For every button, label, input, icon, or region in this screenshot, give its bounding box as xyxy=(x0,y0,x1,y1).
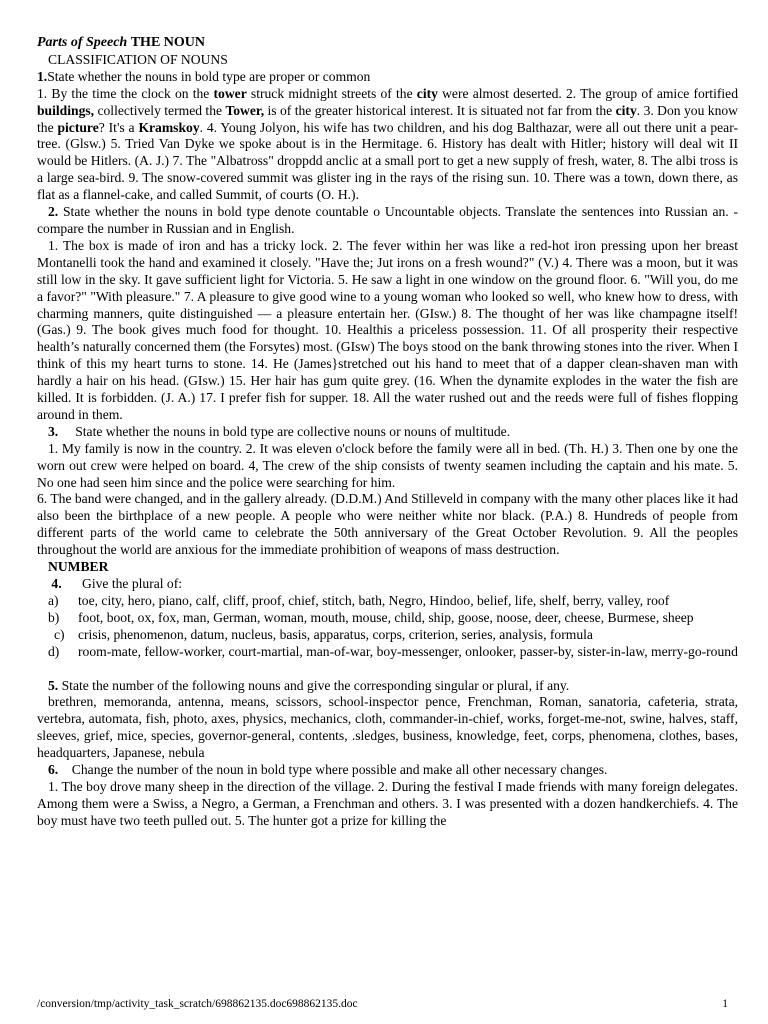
exercise-1-text xyxy=(37,86,738,204)
ex1-text-part: . 4. Young Jolyon, his wife has two children, and his dog Balthazar, were all out there unit a pear-tree. (Glsw.) 5. Tried Van Dyke we spoke about is in the Hermitage. 6. History has dealt with Hitler; history will deal wit II would be Hitlers. (A. J.) 7. The "Albatross" dropрdd anclic at a small port to get a new supply of fresh, water, 8. The albi tross is a large sea-bird. 9. The snow-covered summit was glister ing in the rays of the rising sun. 10. There was a town, down there, as flat as a flannel-cake, and called Summit, of courts (O. H.). xyxy=(37,119,738,203)
exercise-6-instruction-text: Change the number of the noun in bold type where possible and make all other necessary changes. xyxy=(71,762,608,778)
exercise-3-number: 3. xyxy=(48,423,59,439)
exercise-6-number: 6. xyxy=(48,762,59,778)
ex1-text-part: is of the greater historical interest. It is situated not far from the xyxy=(264,102,616,118)
bold-noun: buildings, xyxy=(37,102,95,118)
item-label: c) xyxy=(54,626,65,642)
exercise-5-instruction-text: State the number of the following nouns and give the corresponding singular or plural, if any. xyxy=(58,677,570,693)
title-italic: Parts of Speech xyxy=(37,35,128,50)
section-subtitle: CLASSIFICATION OF NOUNS xyxy=(48,51,228,67)
ex1-text-part: struck midnight streets of the xyxy=(246,85,417,101)
bold-noun: Kramskoy xyxy=(138,119,200,135)
item-label: d) xyxy=(48,643,60,659)
ex1-text-part: . 3. Don you know the xyxy=(37,102,738,135)
exercise-5-instruction xyxy=(37,678,738,695)
exercise-3-instruction-text: State whether the nouns in bold type are collective nouns or nouns of multitude. xyxy=(75,423,511,439)
exercise-3-text-2: 6. The band were changed, and in the gallery already. (D.D.M.) And Stilleveld in company with the many other places like it had also been the birthplace of a new people. A people who were neither white nor black. (P.A.) 8. Hundreds of people from different parts of the world came to celebrate the 50th anniversary of the Great October Revolution. 9. All the peoples throughout the world are anxious for the immediate prohibition of weapons of mass destruction. xyxy=(37,491,739,558)
item-label: b) xyxy=(48,609,60,625)
exercise-4-item-c xyxy=(37,627,738,644)
item-text: crisis, phenomenon, datum, nucleus, basis, apparatus, corps, criterion, series, analysis, formula xyxy=(78,626,593,642)
item-label: a) xyxy=(48,592,59,608)
title-bold: THE NOUN xyxy=(130,35,206,50)
ex1-text-part: were almost deserted. 2. The group of amice fortified xyxy=(437,85,738,101)
number-heading: NUMBER xyxy=(48,559,109,575)
footer-path: /conversion/tmp/activity_task_scratch/698862135.doc698862135.doc xyxy=(37,998,358,1010)
exercise-5-number: 5. xyxy=(48,677,59,693)
exercise-1-instruction-text: State whether the nouns in bold type are proper or common xyxy=(47,68,371,84)
bold-noun: city xyxy=(615,102,637,118)
bold-noun: Tower, xyxy=(225,102,265,118)
exercise-2-instruction-text: State whether the nouns in bold type denote countable o Uncountable objects. Translate the sentences into Russian an. -compare the number in Russian and in English. xyxy=(37,204,738,236)
exercise-5-text: brethren, memoranda, antenna, means, scissors, school-inspector pence, Frenchman, Roman, sanatoria, cafeteria, strata, vertebra, automata, fish, photo, axes, physics, mechanics, cloth, commander-in-chief, works, forget-me-not, swine, halves, staff, sleeves, grief, mice, species, governor-general, contents, .sledges, business, knowledge, feet, corps, phenomena, clothes, bases, headquarters, Japanese, nebula xyxy=(37,694,738,761)
exercise-3-text-1: 1. My family is now in the country. 2. It was eleven o'clock before the family were all in bed. (Th. H.) 3. Then one by one the worn out crew were helped on board. 4, The crew of the ship consists of twenty seamen including the captain and his mate. 5. No one had seen him since and the police were searching for him. xyxy=(37,440,738,490)
exercise-4-item-d xyxy=(37,644,738,661)
page-number: 1 xyxy=(722,998,728,1010)
bold-noun: picture xyxy=(57,119,99,135)
ex1-text-part: ? It's a xyxy=(98,119,139,135)
ex1-text-part: collectively termed the xyxy=(94,102,226,118)
page-footer xyxy=(37,996,728,1013)
exercise-4-instruction-text: Give the plural of: xyxy=(82,576,183,591)
exercise-2-instruction xyxy=(37,204,738,238)
exercise-6-instruction xyxy=(37,762,738,779)
exercise-4-item-b xyxy=(37,610,738,627)
exercise-1-number: 1. xyxy=(37,68,48,84)
exercise-4-instruction xyxy=(37,576,738,593)
item-text: room-mate, fellow-worker, court-martial, man-of-war, boy-messenger, onlooker, passer-by, sister-in-law, merry-go-round xyxy=(78,643,738,659)
bold-noun: city xyxy=(416,85,438,101)
bold-noun: tower xyxy=(213,85,247,101)
exercise-4-item-a xyxy=(37,593,738,610)
spacer xyxy=(37,661,738,678)
item-text: toe, city, hero, piano, calf, cliff, proof, chief, stitch, bath, Negro, Hindoo, belief, life, shelf, berry, valley, roof xyxy=(78,592,670,608)
exercise-2-number: 2. xyxy=(48,204,59,220)
item-text: foot, boot, ox, fox, man, German, woman, mouth, mouse, child, ship, goose, noose, deer, cheese, Burmese, sheep xyxy=(78,609,694,625)
document-title xyxy=(37,35,738,52)
exercise-2-text: 1. The box is made of iron and has a tricky lock. 2. The fever within her was like a red-hot iron pressing upon her breast Montanelli took the hand and examined it closely. "Have the; Jut irons on a fresh wound?" (V.) 4. There was a moon, but it was still low in the sky. It gave sufficient light for Victoria. 5. He saw a light in one window on the ground floor. 6. "Will you, do me a favor?" "With pleasure." 7. A pleasure to give good wine to a young woman who looked so well, who knew how to dress, with charming manners, quite distinguished — a pleasure entertain her. (GIsw.) 8. The thought of her was like champagne itself! (Gas.) 9. The book gives much food for thought. 10. Healthis a priceless possession. 11. Of all prosperity their respective health’s naturally concerned them (the Forsytes) most. (GIsw) The boys stood on the bank throwing stones into the river. When I think of this my heart turns to stone. 14. He (James}stretched out his hand to meet that of a dapper clean-shaven man with hardly a hair on his head. (GIsw.) 15. Her hair has gum quite grey. (16. When the dynamite explodes in the water the fish are killed. It is forbidden. (J. A.) 17. I prefer fish for supper. 18. All the water rushed out and the reeds were full of fishes flopping around in them. xyxy=(37,237,738,422)
exercise-6-text: 1. The boy drove many sheep in the direction of the village. 2. During the festival I made friends with many foreign delegates. Among them were a Swiss, a Negro, a German, a Frenchman and others. 3. I was presented with a dozen handkerchiefs. 4. The boy must have two teeth pulled out. 5. The hunter got a prize for killing the xyxy=(37,778,738,828)
ex1-text-part: 1. By the time the clock on the xyxy=(37,85,214,101)
exercise-4-number: 4. xyxy=(51,576,62,591)
exercise-1-instruction xyxy=(37,69,738,86)
exercise-3-instruction xyxy=(37,424,738,441)
